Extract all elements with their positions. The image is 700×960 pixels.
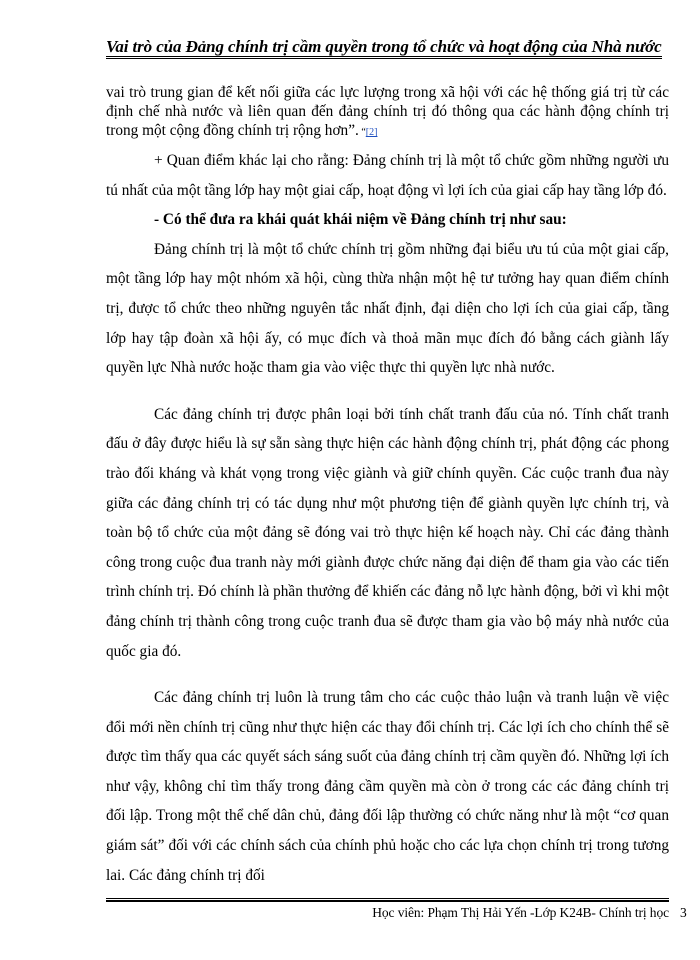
header-title: Vai trò của Đảng chính trị cầm quyền trong tổ chức và hoạt động của Nhà nước [106,38,662,59]
footer-divider [106,898,669,902]
paragraph-alternative-view: + Quan điểm khác lại cho rằng: Đảng chính trị là một tổ chức gồm những người ưu tú nhất của một tầng lớp hay một giai cấp, hoạt động vì lợi ích của giai cấp hay tầng lớp đó. [106,152,669,199]
spacer [106,383,669,400]
section-heading: - Có thể đưa ra khái quát khái niệm về Đảng chính trị như sau: [154,211,567,229]
continuation-text: vai trò trung gian để kết nối giữa các lực lượng trong xã hội với các hệ thống giá trị từ các định chế nhà nước và liên quan đến đảng chính trị đó thông qua các hành động chính trị trong một cộng đồng chính trị rộng hơn”. [106,84,669,139]
document-body [106,83,669,890]
spacer [106,666,669,683]
paragraph-role: Các đảng chính trị luôn là trung tâm cho các cuộc thảo luận và tranh luận về việc đổi mới nền chính trị cũng như thực hiện các thay đổi chính trị. Các lợi ích cho chính thể sẽ được tìm thấy qua các quyết sách sáng suốt của đảng chính trị cầm quyền đó. Những lợi ích như vậy, không chỉ tìm thấy trong đảng cầm quyền mà còn ở trong các các đảng chính trị đối lập. Trong một thể chế dân chủ, đảng đối lập thường có chức năng như là một “cơ quan giám sát” đối với các chính sách của chính phủ hoặc cho các lựa chọn chính trị trong tương lai. Các đảng chính trị đối [106,689,669,884]
citation-link[interactable]: [2] [365,127,378,138]
footer-author-line: Học viên: Phạm Thị Hải Yến -Lớp K24B- Chính trị học [372,905,669,920]
paragraph-classification: Các đảng chính trị được phân loại bởi tính chất tranh đấu của nó. Tính chất tranh đấu ở đây được hiểu là sự sẵn sàng thực hiện các hành động chính trị, phát động các phong trào đối kháng và khát vọng trong việc giành và giữ chính quyền. Các cuộc tranh đua này giữa các đảng chính trị có tác dụng như một phương tiện để giành quyền lực chính trị, và toàn bộ tổ chức của một đảng sẽ đóng vai trò thực hiện kế hoạch này. Chỉ các đảng thành công trong cuộc đua tranh này mới giành được chức năng đại diện để tham gia vào các tiến trình chính trị. Đó chính là phần thưởng để khiến các đảng nỗ lực hành động, bởi vì khi một đảng chính trị thành công trong cuộc tranh đua sẽ được tham gia vào bộ máy nhà nước của quốc gia đó. [106,405,669,660]
page-number: 3 [680,905,687,920]
citation-quote: “ [358,127,366,138]
page-footer [106,905,669,921]
continuation-paragraph [106,83,669,142]
page-header [106,37,676,59]
paragraph-definition: Đảng chính trị là một tổ chức chính trị gồm những đại biểu ưu tú của một giai cấp, một tầng lớp hay một nhóm xã hội, cùng thừa nhận một hệ tư tưởng hay quan điểm chính trị, được tổ chức theo những nguyên tắc nhất định, đại diện cho lợi ích của giai cấp, tầng lớp hay tập đoàn xã hội ấy, có mục đích và thoả mãn mục đích đó bằng cách giành lấy quyền lực Nhà nước hoặc tham gia vào việc thực thi quyền lực nhà nước. [106,240,669,377]
